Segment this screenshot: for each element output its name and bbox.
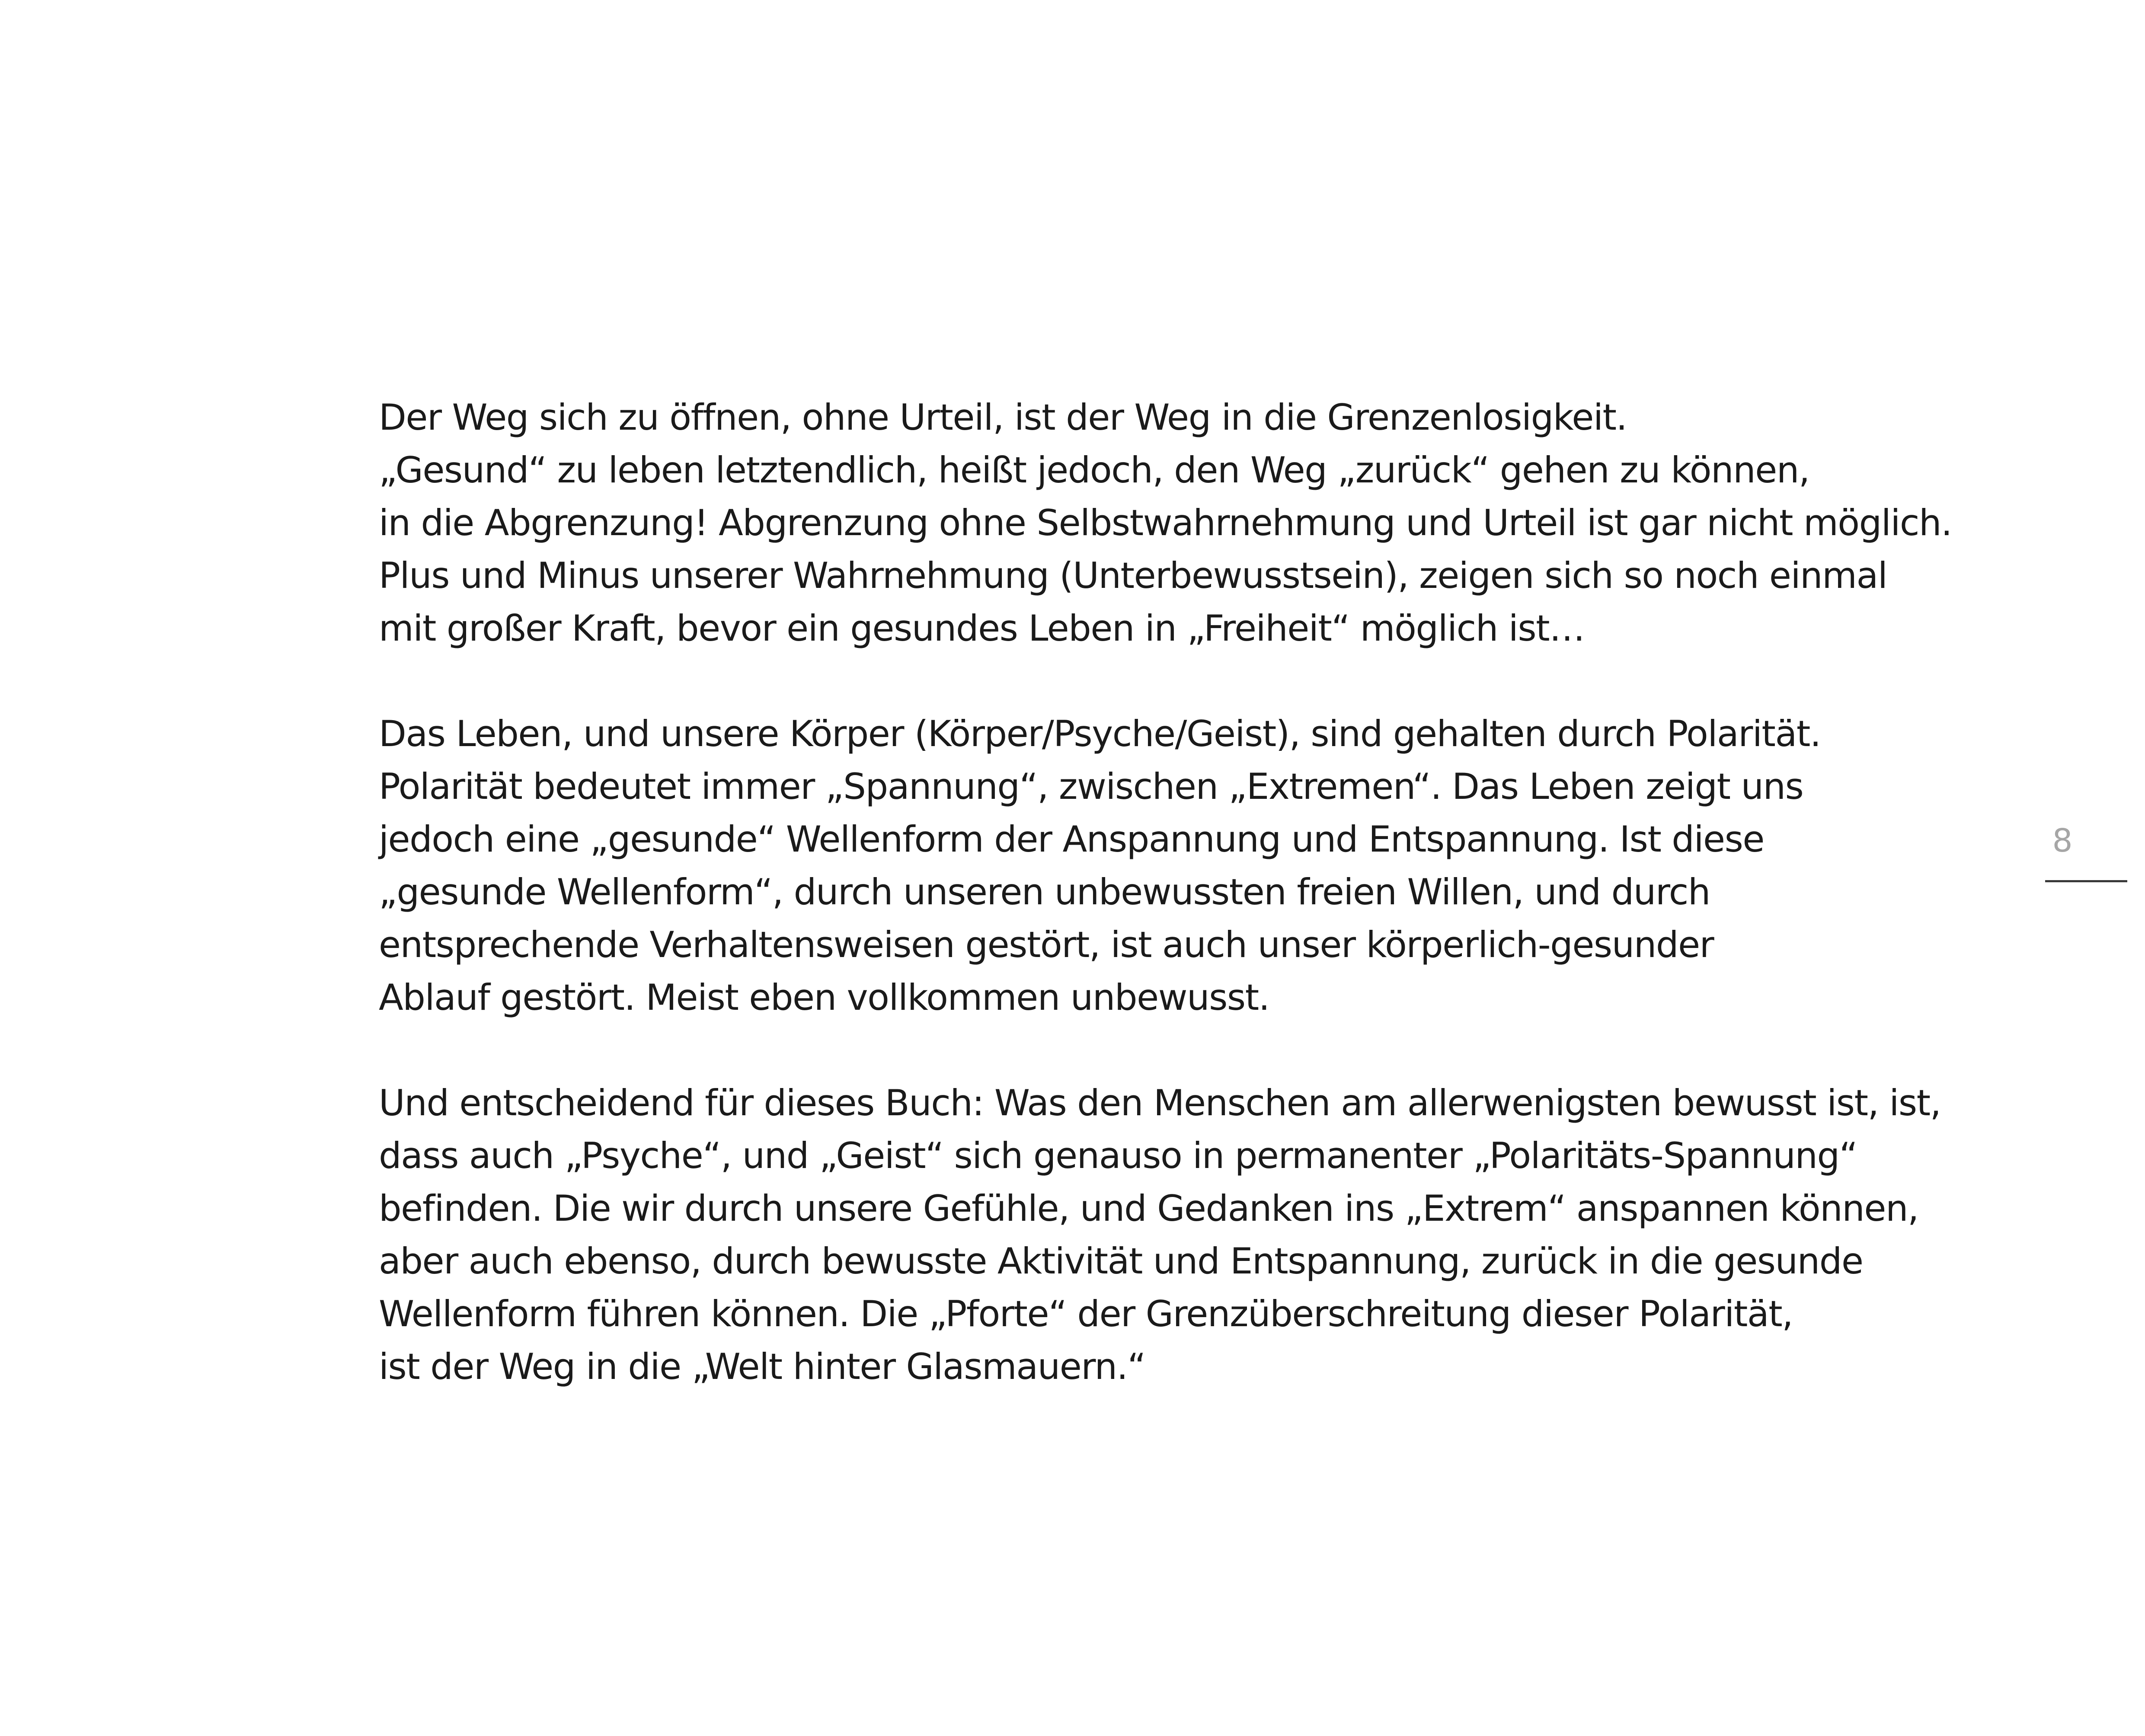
text-line: jedoch eine „gesunde“ Wellenform der Anspannung und Entspannung. Ist diese xyxy=(379,818,1764,860)
text-line: Das Leben, und unsere Körper (Körper/Psyche/Geist), sind gehalten durch Polarität. xyxy=(379,713,1821,755)
text-line: in die Abgrenzung! Abgrenzung ohne Selbstwahrnehmung und Urteil ist gar nicht möglich. xyxy=(379,502,1952,544)
text-line: Wellenform führen können. Die „Pforte“ der Grenzüberschreitung dieser Polarität, xyxy=(379,1293,1793,1335)
text-line: befinden. Die wir durch unsere Gefühle, und Gedanken ins „Extrem“ anspannen können, xyxy=(379,1187,1918,1229)
text-line: „Gesund“ zu leben letztendlich, heißt jedoch, den Weg „zurück“ gehen zu können, xyxy=(379,449,1809,491)
paragraph-3 xyxy=(379,1077,1979,1393)
page-number: 8 xyxy=(2052,822,2073,859)
text-line: dass auch „Psyche“, und „Geist“ sich genauso in permanenter „Polaritäts-Spannung“ xyxy=(379,1135,1857,1177)
paragraph-1 xyxy=(379,391,1979,655)
text-line: aber auch ebenso, durch bewusste Aktivität und Entspannung, zurück in die gesunde xyxy=(379,1240,1863,1282)
text-line: entsprechende Verhaltensweisen gestört, ist auch unser körperlich-gesunder xyxy=(379,924,1714,966)
text-line: Polarität bedeutet immer „Spannung“, zwischen „Extremen“. Das Leben zeigt uns xyxy=(379,766,1803,807)
text-line: ist der Weg in die „Welt hinter Glasmauern.“ xyxy=(379,1346,1145,1388)
paragraph-2 xyxy=(379,708,1979,1024)
text-line: Ablauf gestört. Meist eben vollkommen unbewusst. xyxy=(379,976,1269,1018)
body-text xyxy=(379,391,1979,1393)
text-line: Plus und Minus unserer Wahrnehmung (Unterbewusstsein), zeigen sich so noch einmal xyxy=(379,555,1887,597)
text-line: Der Weg sich zu öffnen, ohne Urteil, ist der Weg in die Grenzenlosigkeit. xyxy=(379,396,1627,438)
page-number-rule xyxy=(2045,880,2127,882)
text-line: Und entscheidend für dieses Buch: Was den Menschen am allerwenigsten bewusst ist, ist, xyxy=(379,1082,1941,1124)
text-line: mit großer Kraft, bevor ein gesundes Leben in „Freiheit“ möglich ist… xyxy=(379,607,1585,649)
text-line: „gesunde Wellenform“, durch unseren unbewussten freien Willen, und durch xyxy=(379,871,1710,913)
